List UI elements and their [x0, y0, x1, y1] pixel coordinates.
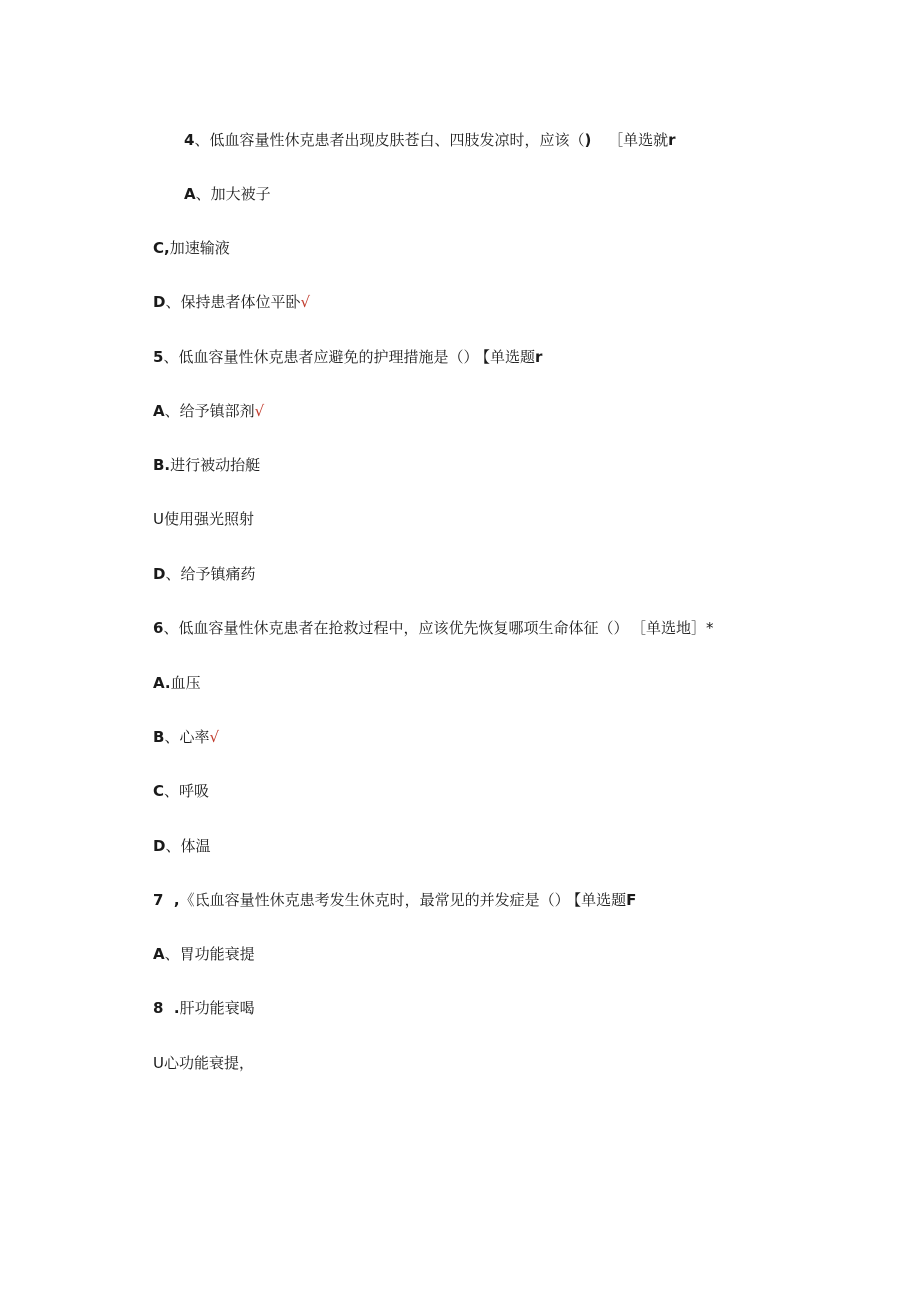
option-letter: U [153, 1054, 164, 1072]
option-d [153, 564, 255, 584]
question-type-tag: 【单选题 [573, 891, 627, 909]
separator: 、 [164, 402, 180, 420]
option-letter: A. [153, 674, 171, 692]
question-6-stem [153, 618, 713, 638]
question-number: 5 [153, 348, 164, 366]
option-text: 加速输液 [169, 239, 230, 257]
question-4-stem [184, 130, 676, 150]
question-type-tag: 【单选题 [482, 348, 535, 366]
option-letter: C, [153, 239, 170, 257]
option-letter: D [153, 293, 166, 311]
option-text: 呼吸 [179, 782, 210, 800]
question-5-stem [153, 347, 542, 367]
option-text: 给予镇痛药 [180, 565, 256, 583]
separator: 、 [165, 293, 181, 311]
option-text: 心功能衰提， [163, 1054, 254, 1072]
option-text: 肝功能衰喝 [179, 999, 255, 1017]
tag-end: F [626, 891, 637, 909]
option-letter: D [153, 565, 166, 583]
question-text: 低血容量性休克患者出现皮肤苍白、四肢发凉时，应该（ [209, 131, 585, 149]
option-text: 进行被动抬艇 [170, 456, 261, 474]
question-text: 低血容量性休克患者在抢救过程中，应该优先恢复哪项生命体征（） [178, 619, 629, 637]
option-text: 体温 [180, 837, 211, 855]
separator: 、 [164, 945, 180, 963]
separator: . [163, 999, 180, 1017]
separator: 、 [163, 619, 179, 637]
option-c [153, 509, 254, 529]
option-b [153, 455, 260, 475]
option-letter: A [153, 945, 165, 963]
separator: 、 [195, 185, 211, 203]
option-b [153, 727, 219, 747]
separator: 、 [164, 728, 180, 746]
option-text: 保持患者体位平卧 [180, 293, 301, 311]
option-a [153, 401, 264, 421]
option-text: 使用强光照射 [163, 510, 254, 528]
question-7-stem [153, 890, 636, 910]
correct-mark: √ [254, 402, 265, 420]
separator: 、 [194, 131, 210, 149]
option-d [153, 836, 210, 856]
tag-end: r [668, 131, 676, 149]
option-text: 血压 [170, 674, 201, 692]
separator: 、 [163, 348, 179, 366]
option-text: 给予镇部剂 [179, 402, 255, 420]
question-type-tag: ［单选地］* [638, 619, 714, 637]
option-c [153, 781, 209, 801]
paren-close: ) [584, 131, 592, 149]
separator: 、 [164, 782, 180, 800]
option-a [153, 673, 201, 693]
option-letter: B [153, 728, 165, 746]
correct-mark: √ [209, 728, 220, 746]
option-text: 加大被子 [210, 185, 271, 203]
option-letter: A [153, 402, 165, 420]
question-number: 7 [153, 891, 164, 909]
option-letter: A [184, 185, 196, 203]
option-letter: 8 [153, 999, 164, 1017]
question-number: 4 [184, 131, 195, 149]
option-d [153, 292, 310, 312]
option-b [153, 998, 255, 1018]
question-text: 《氐血容量性休克患考发生休克时，最常见的并发症是（） [179, 891, 570, 909]
option-a [153, 944, 255, 964]
question-number: 6 [153, 619, 164, 637]
option-letter: B. [153, 456, 171, 474]
option-text: 胃功能衰提 [179, 945, 255, 963]
question-type-tag: ［单选就 [608, 131, 669, 149]
tag-end: r [534, 348, 543, 366]
option-letter: C [153, 782, 165, 800]
option-c [153, 238, 230, 258]
option-letter: U [153, 510, 164, 528]
option-a [184, 184, 271, 204]
option-c [153, 1053, 254, 1073]
question-text: 低血容量性休克患者应避免的护理措施是（） [178, 348, 479, 366]
correct-mark: √ [300, 293, 311, 311]
separator: 、 [165, 837, 181, 855]
separator: 、 [165, 565, 181, 583]
separator: , [163, 891, 180, 909]
option-letter: D [153, 837, 166, 855]
option-text: 心率 [179, 728, 210, 746]
